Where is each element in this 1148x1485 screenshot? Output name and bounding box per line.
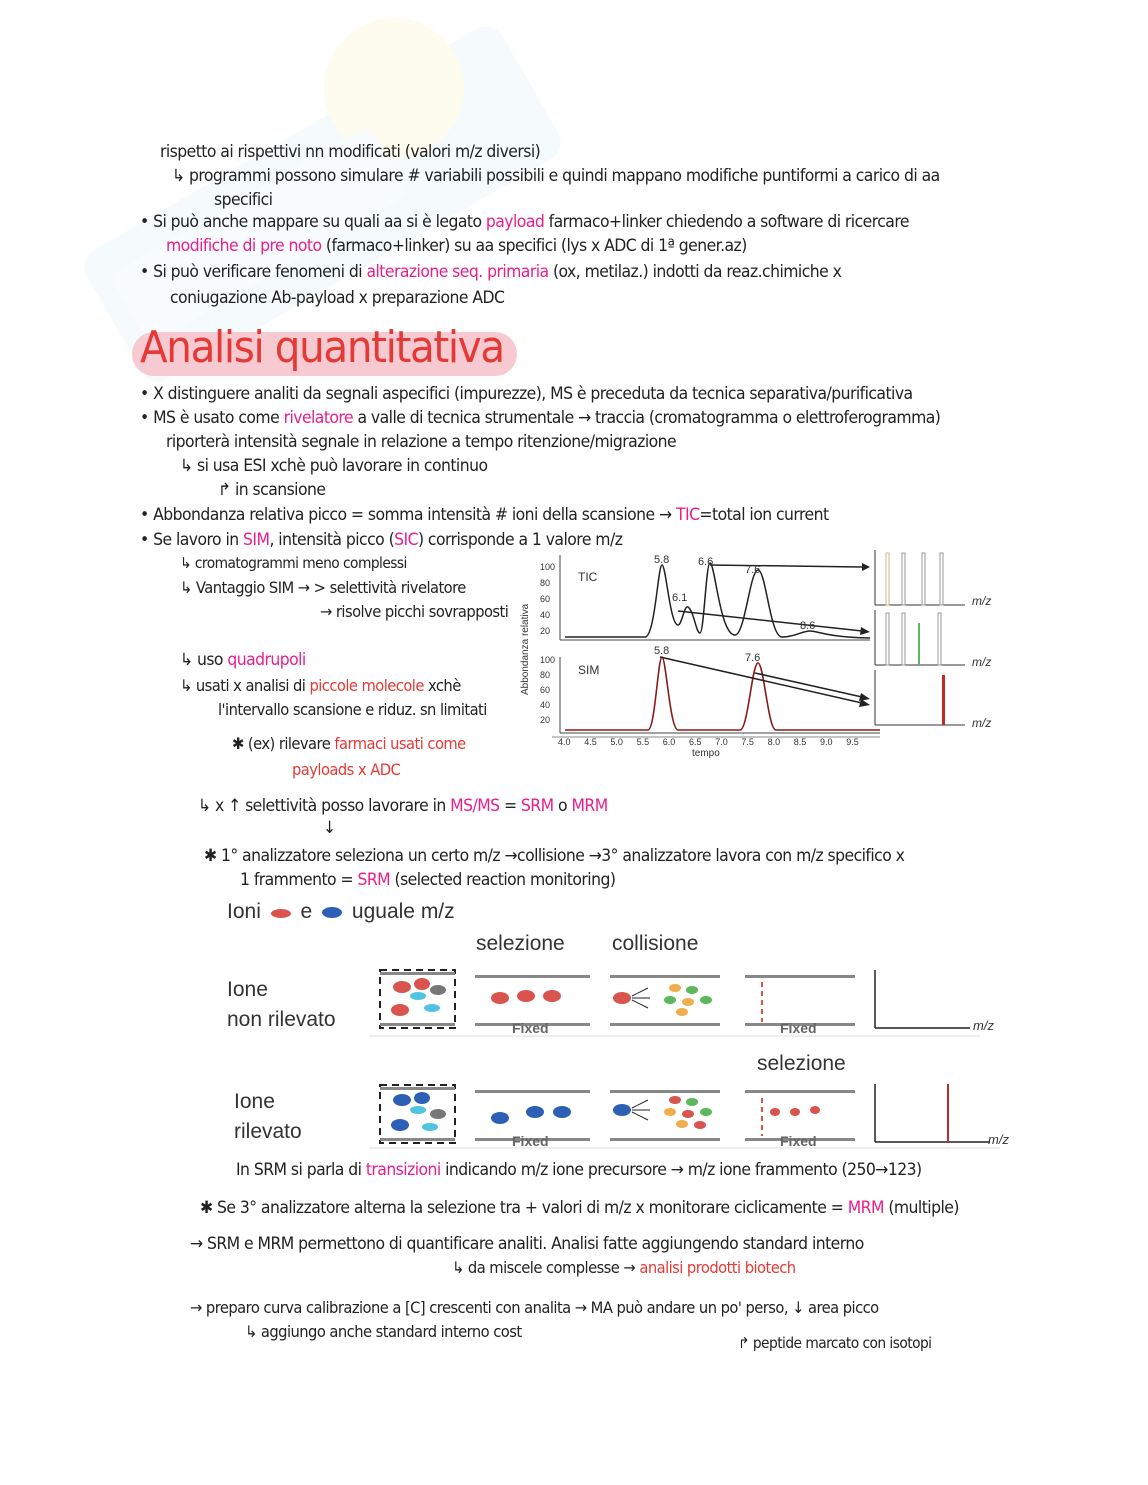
y-tick-label: 100 [540, 562, 556, 572]
spectrum-panel-3 [875, 670, 965, 725]
note-line: ↳ Vantaggio SIM → > selettività rivelatore [180, 578, 466, 597]
mz-label: m/z [973, 1018, 994, 1033]
x-tick-label: 5.0 [610, 737, 623, 747]
mz-label: m/z [972, 594, 992, 608]
note-line: • Se lavoro in SIM, intensità picco (SIC) corrisponde a 1 valore m/z [140, 530, 623, 550]
row-label: Ione [227, 978, 268, 1001]
row-label: rilevato [234, 1120, 302, 1143]
note-line: specifici [214, 190, 273, 210]
x-tick-label: 8.0 [767, 737, 781, 747]
note-line: • X distinguere analiti da segnali aspecifici (impurezze), MS è preceduta da tecnica separativa/purificativa [140, 384, 913, 404]
note-line: ↳ aggiungo anche standard interno cost [245, 1322, 522, 1341]
highlight-text: TIC [676, 505, 700, 525]
highlight-text: modifiche di pre noto [166, 236, 322, 256]
note-line: In SRM si parla di transizioni indicando m/z ione precursore → m/z ione frammento (250→123) [236, 1160, 922, 1180]
selezione-label: selezione [757, 1052, 846, 1075]
red-ion-icon [271, 909, 291, 918]
note-line: → risolve picchi sovrapposti [320, 602, 509, 621]
note-line: payloads x ADC [292, 760, 401, 779]
note-line: riporterà intensità segnale in relazione a tempo ritenzione/migrazione [166, 432, 677, 452]
note-line: coniugazione Ab-payload x preparazione ADC [170, 288, 505, 308]
y-tick-label: 60 [540, 594, 551, 604]
note-line: ✱ 1° analizzatore seleziona un certo m/z →collisione →3° analizzatore lavora con m/z specifico x [204, 846, 905, 866]
note-line: 1 frammento = SRM (selected reaction monitoring) [240, 870, 616, 890]
fixed-label: Fixed [512, 1133, 549, 1149]
ions-header: Ioni e uguale m/z [227, 900, 455, 923]
peak-label: 8.6 [800, 620, 816, 632]
note-line: ↳ da miscele complesse → analisi prodotti biotech [452, 1258, 796, 1277]
x-tick-label: 4.0 [558, 737, 571, 747]
spectrum-panel-2 [875, 610, 965, 665]
y-tick-label: 40 [540, 700, 551, 710]
peak-label: 6.1 [672, 592, 688, 604]
x-tick-label: 6.0 [662, 737, 676, 747]
note-line: • Si può anche mappare su quali aa si è legato payload farmaco+linker chiedendo a software di ricercare [140, 212, 909, 232]
y-tick-label: 100 [540, 655, 556, 665]
blue-ion-icon [322, 907, 342, 918]
peak-label: 7.6 [745, 652, 761, 664]
srm-diagram [370, 960, 1020, 1155]
note-line: ↳ cromatogrammi meno complessi [180, 554, 407, 572]
down-arrow: ↓ [323, 818, 336, 838]
note-line: ↳ x ↑ selettività posso lavorare in MS/MS = SRM o MRM [198, 796, 608, 816]
note-line: rispetto ai rispettivi nn modificati (valori m/z diversi) [160, 142, 541, 162]
tic-label: TIC [578, 570, 598, 584]
row-label: Ione [234, 1090, 275, 1113]
highlight-text: alterazione seq. primaria [366, 262, 549, 282]
row-rilevato [370, 1084, 1000, 1148]
y-tick-label: 80 [540, 578, 551, 588]
x-tick-label: 7.0 [715, 737, 728, 747]
x-tick-label: 9.0 [820, 737, 833, 747]
highlight-text: payload [485, 212, 545, 232]
note-line: l'intervallo scansione e riduz. sn limitati [218, 700, 487, 719]
note-line: → SRM e MRM permettono di quantificare analiti. Analisi fatte aggiungendo standard interno [190, 1234, 864, 1254]
peak-label: 5.8 [654, 645, 670, 657]
x-tick-label: 4.5 [584, 737, 597, 747]
row-non-rilevato [370, 970, 980, 1036]
collisione-label: collisione [612, 932, 699, 955]
selezione-label: selezione [476, 932, 565, 955]
note-line: • Abbondanza relativa picco = somma intensità # ioni della scansione → TIC=total ion current [140, 505, 829, 525]
note-line: → preparo curva calibrazione a [C] crescenti con analita → MA può andare un po' perso, ↓ area picco [190, 1298, 879, 1317]
sim-label: SIM [578, 663, 600, 677]
y-tick-label: 20 [540, 626, 551, 636]
fixed-label: Fixed [512, 1020, 549, 1036]
y-tick-label: 40 [540, 610, 551, 620]
note-line: ↳ usati x analisi di piccole molecole xchè [180, 676, 461, 695]
x-tick-label: 9.5 [846, 737, 859, 747]
x-tick-label: 5.5 [636, 737, 650, 747]
y-axis-label: Abbondanza relativa [520, 603, 531, 695]
note-line: ↱ peptide marcato con isotopi [738, 1334, 932, 1352]
mz-label: m/z [988, 1132, 1009, 1147]
x-tick-label: 8.5 [793, 737, 807, 747]
spectrum-panel-1 [875, 550, 965, 605]
peak-label: 7.6 [745, 564, 761, 576]
note-line: ↳ programmi possono simulare # variabili possibili e quindi mappano modifiche puntiformi a carico di aa [172, 166, 940, 186]
note-line: modifiche di pre noto (farmaco+linker) su aa specifici (lys x ADC di 1ª gener.az) [166, 236, 747, 256]
note-line: • MS è usato come rivelatore a valle di tecnica strumentale → traccia (cromatogramma o elettroferogramma) [140, 408, 941, 428]
row-label: non rilevato [227, 1008, 336, 1031]
note-line: ↳ uso quadrupoli [180, 650, 306, 670]
note-line: • Si può verificare fenomeni di alterazione seq. primaria (ox, metilaz.) indotti da reaz.chimiche x [140, 262, 842, 282]
note-line: ↱ in scansione [218, 480, 326, 500]
y-tick-label: 80 [540, 670, 551, 680]
section-title: Analisi quantitativa [140, 322, 504, 373]
mz-label: m/z [972, 716, 992, 730]
note-line: ✱ (ex) rilevare farmaci usati come [232, 734, 466, 753]
fixed-label: Fixed [780, 1133, 817, 1149]
peak-label: 5.8 [654, 554, 670, 566]
x-tick-label: 6.5 [689, 737, 702, 747]
x-tick-label: 7.5 [741, 737, 754, 747]
mz-label: m/z [972, 655, 992, 669]
note-line: ↳ si usa ESI xchè può lavorare in continuo [180, 456, 488, 476]
y-tick-label: 60 [540, 685, 551, 695]
x-axis-label: tempo [692, 748, 720, 759]
note-line: ✱ Se 3° analizzatore alterna la selezione tra + valori di m/z x monitorare ciclicamente = MRM (multiple) [200, 1198, 959, 1218]
y-tick-label: 20 [540, 715, 551, 725]
peak-label: 6.6 [698, 556, 714, 568]
fixed-label: Fixed [780, 1020, 817, 1036]
highlight-text: rivelatore [283, 408, 354, 428]
